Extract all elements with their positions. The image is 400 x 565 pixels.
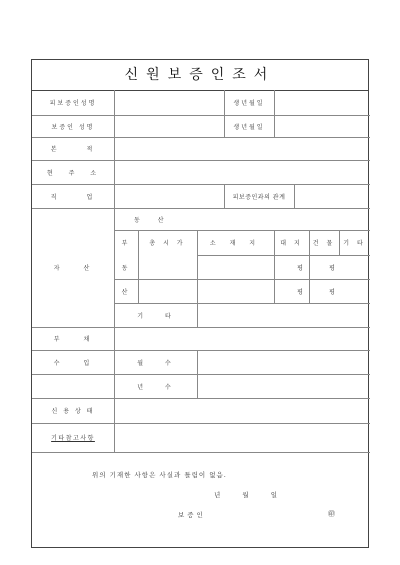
movable-property-label: 동 산 xyxy=(134,216,167,224)
relationship-label: 피보증인과의 관계 xyxy=(232,193,286,201)
col-divider xyxy=(294,184,295,208)
income-label: 수 입 xyxy=(53,359,93,367)
domicile-label: 본 적 xyxy=(50,146,96,153)
birth-date-label: 생년월일 xyxy=(233,100,265,107)
monthly-income-label: 월 수 xyxy=(137,359,174,367)
other-assets-label: 기 타 xyxy=(137,312,174,320)
row-divider xyxy=(32,452,370,453)
guarantor-form xyxy=(31,59,369,548)
location-header: 소 재 지 xyxy=(209,240,262,247)
debt-label: 부 채 xyxy=(53,336,93,343)
seal-mark: ㊞ xyxy=(328,510,336,518)
col-divider xyxy=(197,350,198,398)
yearly-income-label: 년 수 xyxy=(137,383,174,391)
guarantor-signature-label: 보증인 xyxy=(178,511,206,519)
land-pyeong-unit: 평 xyxy=(297,288,306,296)
real-estate-label-1: 부 xyxy=(121,240,131,247)
remarks-label: 기타참고사항 xyxy=(51,435,95,442)
land-pyeong-unit: 평 xyxy=(297,264,306,272)
credit-status-label: 신 용 상 태 xyxy=(51,408,95,415)
building-header: 건 물 xyxy=(312,240,336,247)
occupation-label: 직 업 xyxy=(50,193,96,201)
birth-date-label: 생년월일 xyxy=(233,123,265,131)
row-divider xyxy=(197,255,370,256)
assets-label: 자 산 xyxy=(53,265,93,272)
guarantor-name-label: 보증인 성명 xyxy=(51,123,95,131)
guaranteed-person-name-label: 피보증인성명 xyxy=(49,100,97,107)
real-estate-label-3: 산 xyxy=(121,288,131,296)
building-pyeong-unit: 평 xyxy=(329,288,338,296)
date-text: 년 월 일 xyxy=(214,491,278,499)
building-pyeong-unit: 평 xyxy=(329,264,338,272)
land-header: 대 지 xyxy=(280,240,303,247)
col-divider xyxy=(274,90,275,137)
other-header: 기 타 xyxy=(343,240,366,247)
address-label: 현 주 소 xyxy=(46,169,100,177)
row-divider xyxy=(32,374,370,375)
real-estate-label-2: 동 xyxy=(121,264,131,272)
form-title: 신원보증인조서 xyxy=(32,60,368,91)
statement-text: 위의 기재한 사항은 사실과 틀림이 없음. xyxy=(92,471,227,479)
market-price-header: 총 시 가 xyxy=(149,240,186,247)
